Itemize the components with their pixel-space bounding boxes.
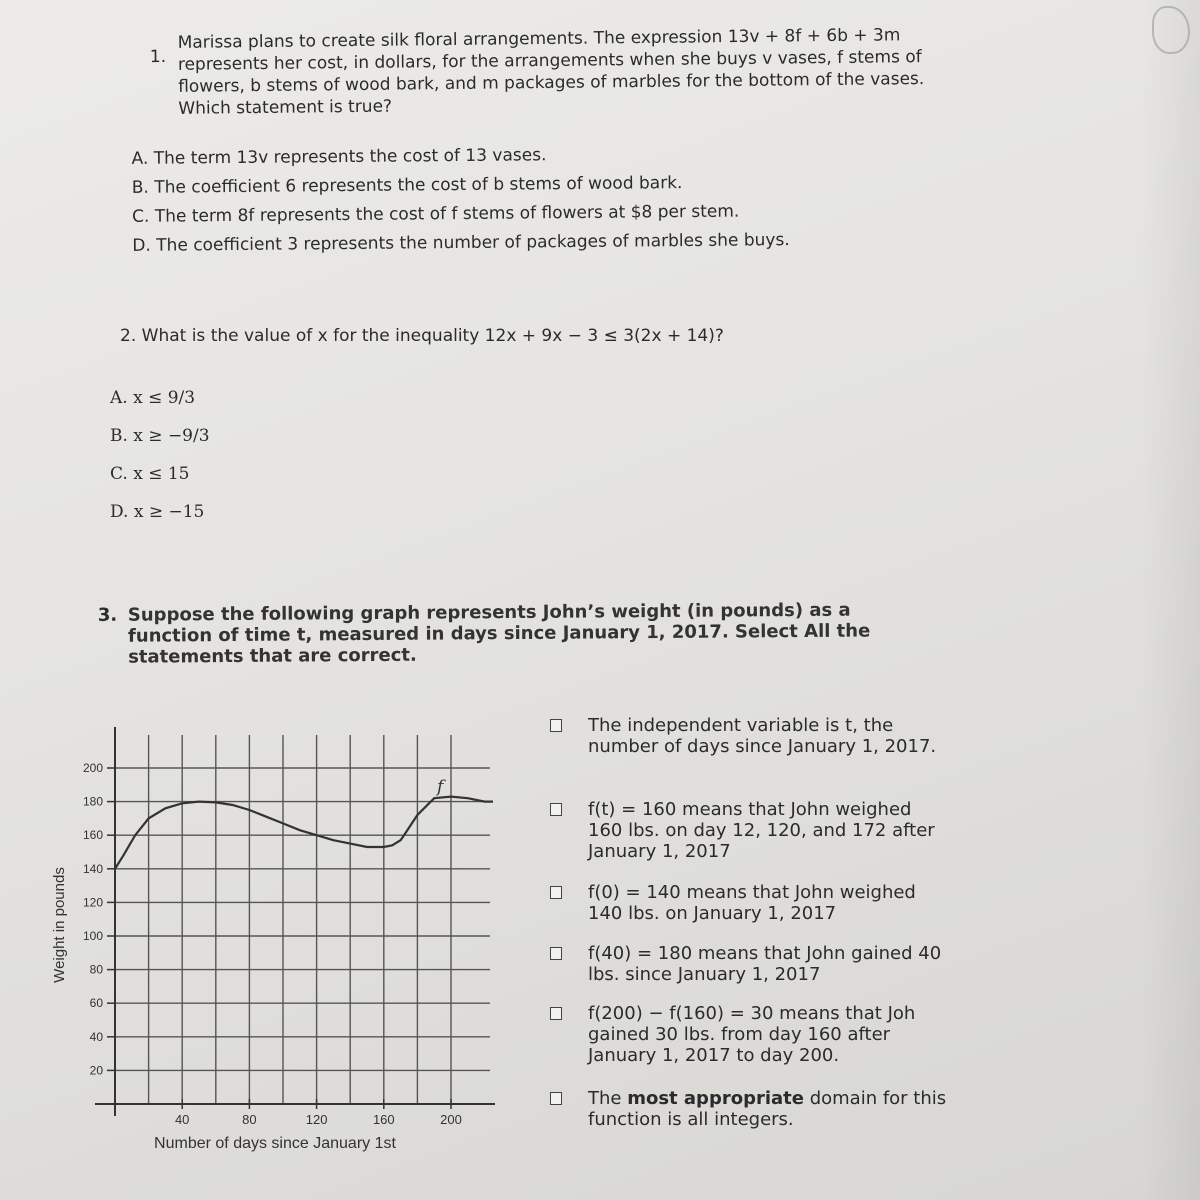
question-3-number: 3. — [97, 604, 118, 626]
question-1-options — [132, 143, 790, 265]
chart-grid — [115, 735, 490, 1104]
corner-mark — [1152, 6, 1190, 54]
weight-chart — [40, 720, 520, 1160]
weight-series-line — [115, 797, 493, 869]
statement-5-text: f(200) − f(160) = 30 means that Joh gained 30 lbs. from day 160 after January 1, 2017 to day 200. — [588, 1003, 916, 1066]
q2-option-b[interactable]: B. x ≥ −9/3 — [110, 426, 210, 446]
statement-6-prefix: The — [588, 1088, 628, 1109]
y-tick-label: 120 — [82, 895, 103, 910]
statement-4-checkbox[interactable] — [550, 947, 562, 960]
q1-option-d[interactable]: D. The coefficient 3 represents the number of packages of marbles she buys. — [132, 230, 790, 256]
page-edge-shadow — [1140, 0, 1200, 1200]
chart-tick-labels — [83, 761, 462, 1127]
statement-3-checkbox[interactable] — [550, 886, 562, 899]
statement-4-text: f(40) = 180 means that John gained 40 lbs. since January 1, 2017 — [588, 943, 942, 985]
y-tick-label: 180 — [82, 794, 103, 809]
statement-1-text: The independent variable is t, the number of days since January 1, 2017. — [588, 715, 937, 757]
statement-6-checkbox[interactable] — [550, 1092, 562, 1105]
statement-5-checkbox[interactable] — [550, 1007, 562, 1020]
y-tick-label: 100 — [82, 929, 103, 943]
question-2-number: 2. — [120, 326, 137, 346]
x-tick-label: 200 — [440, 1112, 462, 1127]
question-2 — [120, 325, 724, 347]
q1-option-c[interactable]: C. The term 8f represents the cost of f stems of flowers at $8 per stem. — [132, 201, 740, 227]
q2-option-a[interactable]: A. x ≤ 9/3 — [110, 388, 196, 408]
q2-option-d[interactable]: D. x ≥ −15 — [110, 502, 205, 522]
y-tick-label: 200 — [82, 761, 103, 775]
question-1 — [150, 24, 941, 120]
y-tick-label: 160 — [82, 828, 103, 843]
statement-6-suffix: domain for this function is all integers. — [588, 1088, 947, 1130]
question-2-options — [110, 388, 210, 540]
statement-3-text: f(0) = 140 means that John weighed 140 lbs. on January 1, 2017 — [588, 882, 916, 924]
statement-1-checkbox[interactable] — [550, 719, 562, 732]
question-2-text: What is the value of x for the inequality 12x + 9x − 3 ≤ 3(2x + 14)? — [141, 326, 724, 346]
question-1-number: 1. — [149, 46, 167, 68]
x-axis-label: Number of days since January 1st — [154, 1135, 396, 1152]
y-tick-label: 20 — [89, 1063, 103, 1078]
statement-6-emphasis: most appropriate — [627, 1088, 804, 1109]
y-tick-label: 140 — [82, 861, 103, 876]
q1-option-a[interactable]: A. The term 13v represents the cost of 13 vases. — [131, 145, 547, 169]
question-3 — [98, 599, 928, 668]
x-tick-label: 160 — [372, 1112, 395, 1127]
statement-2-text: f(t) = 160 means that John weighed 160 lbs. on day 12, 120, and 172 after January 1, 2017 — [588, 799, 935, 862]
statement-2-checkbox[interactable] — [550, 803, 562, 816]
x-tick-label: 120 — [305, 1112, 328, 1127]
y-axis-label: Weight in pounds — [51, 867, 68, 983]
q2-option-c[interactable]: C. x ≤ 15 — [110, 464, 190, 484]
y-tick-label: 60 — [89, 996, 103, 1011]
y-tick-label: 40 — [89, 1029, 103, 1044]
y-tick-label: 80 — [89, 962, 103, 977]
question-3-text: Suppose the following graph represents John’s weight (in pounds) as a function of time t, measured in days since January 1, 2017. Select All the statements that are correct. — [127, 599, 871, 668]
x-tick-label: 40 — [174, 1112, 190, 1127]
question-1-text: Marissa plans to create silk floral arrangements. The expression 13v + 8f + 6b + 3m represents her cost, in dollars, for the arrangements when she buys v vases, f stems of flowers, b stems of wood bark, and m packages of marbles for the bottom of the vases. Which statement is true? — [177, 25, 925, 119]
x-tick-label: 80 — [242, 1112, 257, 1127]
chart-axes — [95, 727, 495, 1116]
statement-6-text — [588, 1088, 948, 1130]
series-label-f: f — [437, 777, 444, 797]
q1-option-b[interactable]: B. The coefficient 6 represents the cost of b stems of wood bark. — [131, 173, 683, 198]
